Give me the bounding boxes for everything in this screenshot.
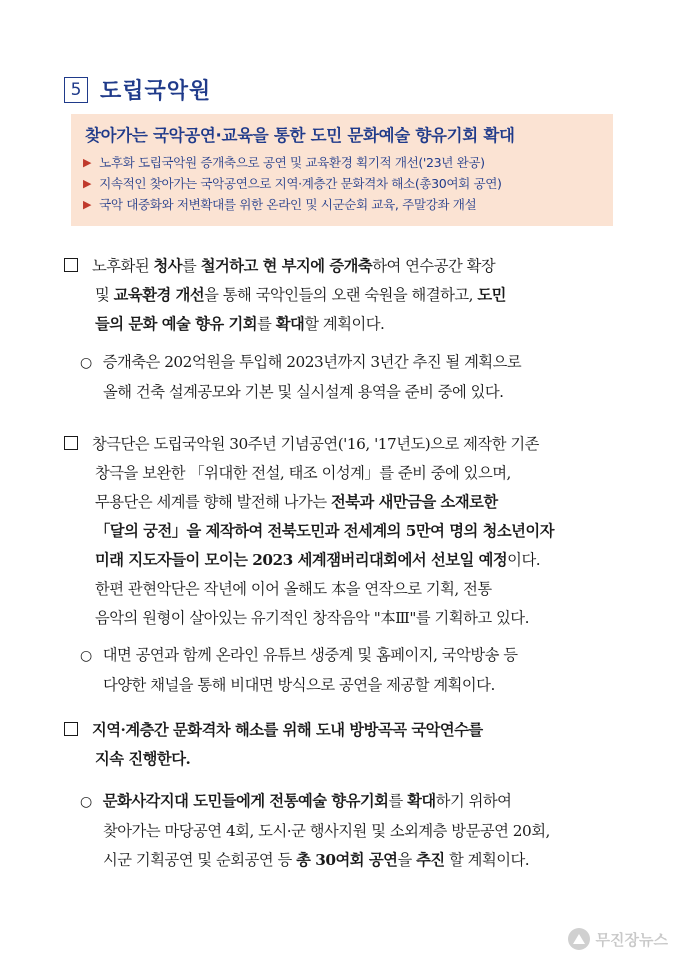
text-line: 한편 관현악단은 작년에 이어 올해도 本을 연작으로 기획, 전통 — [95, 580, 492, 598]
triangle-bullet-icon: ▶ — [83, 156, 92, 169]
text-line: 시군 기획공연 및 순회공연 등 총 30여회 공연을 추진 할 계획이다. — [103, 851, 530, 869]
summary-box — [71, 114, 613, 226]
summary-item-text: 노후화 도립국악원 증개축으로 공연 및 교육환경 획기적 개선('23년 완공) — [99, 155, 485, 170]
text-line: 음악의 원형이 살아있는 유기적인 창작음악 "本Ⅲ"를 기획하고 있다. — [95, 609, 529, 627]
text-line: 창극단은 도립국악원 30주년 기념공연('16, '17년도)으로 제작한 기존 — [64, 430, 624, 459]
summary-item-text: 지속적인 찾아가는 국악공연으로 지역·계층간 문화격차 해소(총30여회 공연) — [99, 176, 502, 191]
square-bullet-icon — [64, 436, 78, 450]
text-line: 「달의 궁전」을 제작하여 전북도민과 전세계의 5만여 명의 청소년이자 — [95, 522, 554, 540]
text-line: 다양한 채널을 통해 비대면 방식으로 공연을 제공할 계획이다. — [103, 676, 495, 694]
text-line: ○ 대면 공연과 함께 온라인 유튜브 생중계 및 홈페이지, 국악방송 등 — [80, 641, 628, 671]
text-line: 지역·계층간 문화격차 해소를 위해 도내 방방곡곡 국악연수를 — [64, 716, 624, 745]
circle-bullet-icon: ○ — [80, 355, 92, 371]
section-number-box: 5 — [64, 77, 88, 103]
summary-item-text: 국악 대중화와 저변확대를 위한 온라인 및 시군순회 교육, 주말강좌 개설 — [99, 197, 477, 212]
text-line: 노후화된 청사를 철거하고 현 부지에 증개축하여 연수공간 확장 — [64, 252, 624, 281]
circle-bullet-icon: ○ — [80, 648, 92, 664]
summary-heading: 찾아가는 국악공연·교육을 통한 도민 문화예술 향유기회 확대 — [85, 126, 515, 145]
text-line: 무용단은 세계를 향해 발전해 나가는 전북과 새만금을 소재로한 — [95, 493, 498, 511]
paragraph-performances — [64, 430, 624, 633]
text-line: 들의 문화 예술 향유 기회를 확대할 계획이다. — [95, 315, 385, 333]
text-line: 및 교육환경 개선을 통해 국악인들의 오랜 숙원을 해결하고, 도민 — [95, 286, 506, 304]
summary-item — [83, 173, 601, 194]
text-line: 미래 지도자들이 모이는 2023 세계잼버리대회에서 선보일 예정이다. — [95, 551, 541, 569]
logo-icon — [568, 928, 590, 950]
summary-item — [83, 194, 601, 215]
sub-paragraph-online — [80, 641, 628, 700]
text-line: 올해 건축 설계공모와 기본 및 실시설계 용역을 준비 중에 있다. — [103, 383, 504, 401]
text-line: 찾아가는 마당공연 4회, 도시·군 행사지원 및 소외계층 방문공연 20회, — [103, 822, 550, 840]
triangle-bullet-icon: ▶ — [83, 177, 92, 190]
text-line: 창극을 보완한 「위대한 전설, 태조 이성계」를 준비 중에 있으며, — [95, 464, 511, 482]
sub-paragraph-visits — [80, 787, 628, 875]
sub-paragraph-budget — [80, 348, 628, 407]
section-title: 도립국악원 — [100, 79, 212, 104]
square-bullet-icon — [64, 258, 78, 272]
section-heading — [64, 74, 211, 105]
triangle-bullet-icon: ▶ — [83, 198, 92, 211]
text-line: ○ 증개축은 202억원을 투입해 2023년까지 3년간 추진 될 계획으로 — [80, 348, 628, 378]
watermark — [568, 928, 668, 950]
watermark-text: 무진장뉴스 — [595, 930, 668, 949]
summary-item — [83, 152, 601, 173]
paragraph-renovation — [64, 252, 624, 339]
circle-bullet-icon: ○ — [80, 794, 92, 810]
text-line: 지속 진행한다. — [95, 750, 191, 768]
text-line: ○ 문화사각지대 도민들에게 전통예술 향유기회를 확대하기 위하여 — [80, 787, 628, 817]
paragraph-regional — [64, 716, 624, 774]
square-bullet-icon — [64, 722, 78, 736]
